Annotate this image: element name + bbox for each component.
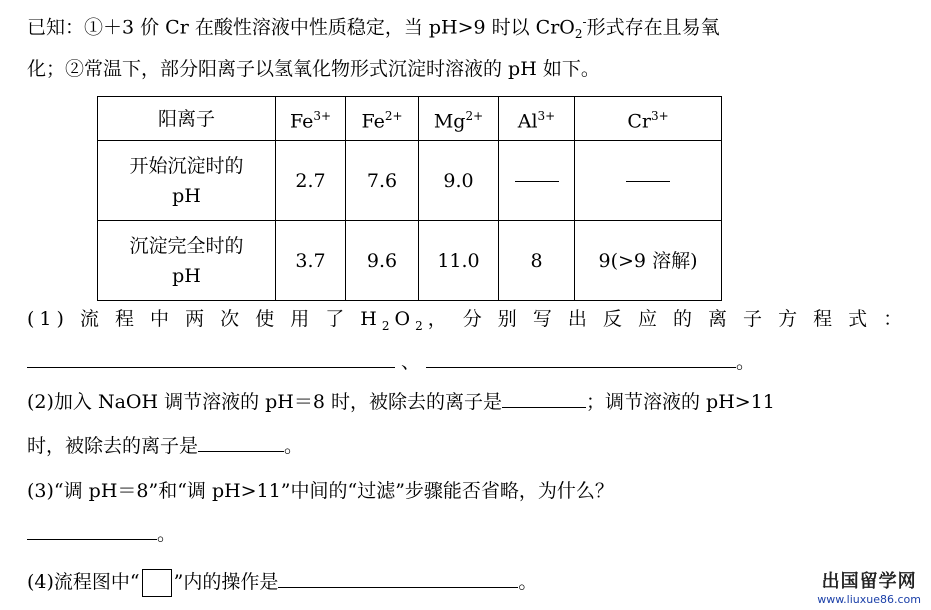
row-label-start: 开始沉淀时的 pH <box>98 141 276 221</box>
question-3-answer-line: 。 <box>27 520 176 548</box>
watermark-url: www.liuxue86.com <box>817 593 921 606</box>
question-2-line-1: (2)加入 NaOH 调节溶液的 pH＝8 时，被除去的离子是 ；调节溶液的 pH>11 <box>27 391 775 413</box>
ph-table <box>97 96 722 301</box>
cell: 9(>9 溶解) <box>575 221 722 301</box>
row-label-complete: 沉淀完全时的 pH <box>98 221 276 301</box>
question-3: (3)“调 pH＝8”和“调 pH>11”中间的“过滤”步骤能否省略，为什么？ <box>27 480 614 502</box>
intro-text-1b: 形式存在且易氧 <box>586 16 720 39</box>
table-row <box>98 221 722 301</box>
cell-dash <box>499 141 575 221</box>
cell: 7.6 <box>346 141 419 221</box>
cell: 8 <box>499 221 575 301</box>
question-2-line-2: 时，被除去的离子是 。 <box>27 435 304 457</box>
question-1: (1) 流 程 中 两 次 使 用 了 $H_2O_2$， 分 别 写 出 反 应 的 离 子 方 程 式 ： <box>27 308 908 333</box>
table-header-row <box>98 97 722 141</box>
intro-sub: 2 <box>574 27 583 42</box>
cell-dash <box>575 141 722 221</box>
intro-text-1a: 已知：①＋3 价 Cr 在酸性溶液中性质稳定，当 pH>9 时以 CrO <box>27 16 575 39</box>
answer-blank-3[interactable] <box>27 521 157 540</box>
ion-fe3: $Fe^{3+}$ <box>276 97 346 141</box>
ion-cr3: $Cr^{3+}$ <box>575 97 722 141</box>
header-label: 阳离子 <box>98 97 276 141</box>
cell: 2.7 <box>276 141 346 221</box>
intro-line-2: 化；②常温下，部分阳离子以氢氧化物形式沉淀时溶液的 pH 如下。 <box>27 58 600 80</box>
answer-blank-4[interactable] <box>278 569 518 588</box>
answer-blank-1b[interactable] <box>426 349 736 368</box>
table-row <box>98 141 722 221</box>
cell: 3.7 <box>276 221 346 301</box>
cell: 9.6 <box>346 221 419 301</box>
ion-mg2: $Mg^{2+}$ <box>419 97 499 141</box>
question-1-answer-line: 、 。 <box>27 348 755 376</box>
answer-blank-2a[interactable] <box>502 389 586 408</box>
empty-box-icon <box>142 569 172 597</box>
intro-line-1 <box>27 8 720 48</box>
ion-fe2: $Fe^{2+}$ <box>346 97 419 141</box>
answer-blank-1a[interactable] <box>27 349 395 368</box>
watermark-title: 出国留学网 <box>821 571 917 592</box>
question-4: (4)流程图中“ ”内的操作是 。 <box>27 568 537 597</box>
cell: 11.0 <box>419 221 499 301</box>
cell: 9.0 <box>419 141 499 221</box>
watermark <box>817 567 921 606</box>
answer-blank-2b[interactable] <box>198 433 284 452</box>
intro-sup: - <box>582 15 587 29</box>
ion-al3: $Al^{3+}$ <box>499 97 575 141</box>
